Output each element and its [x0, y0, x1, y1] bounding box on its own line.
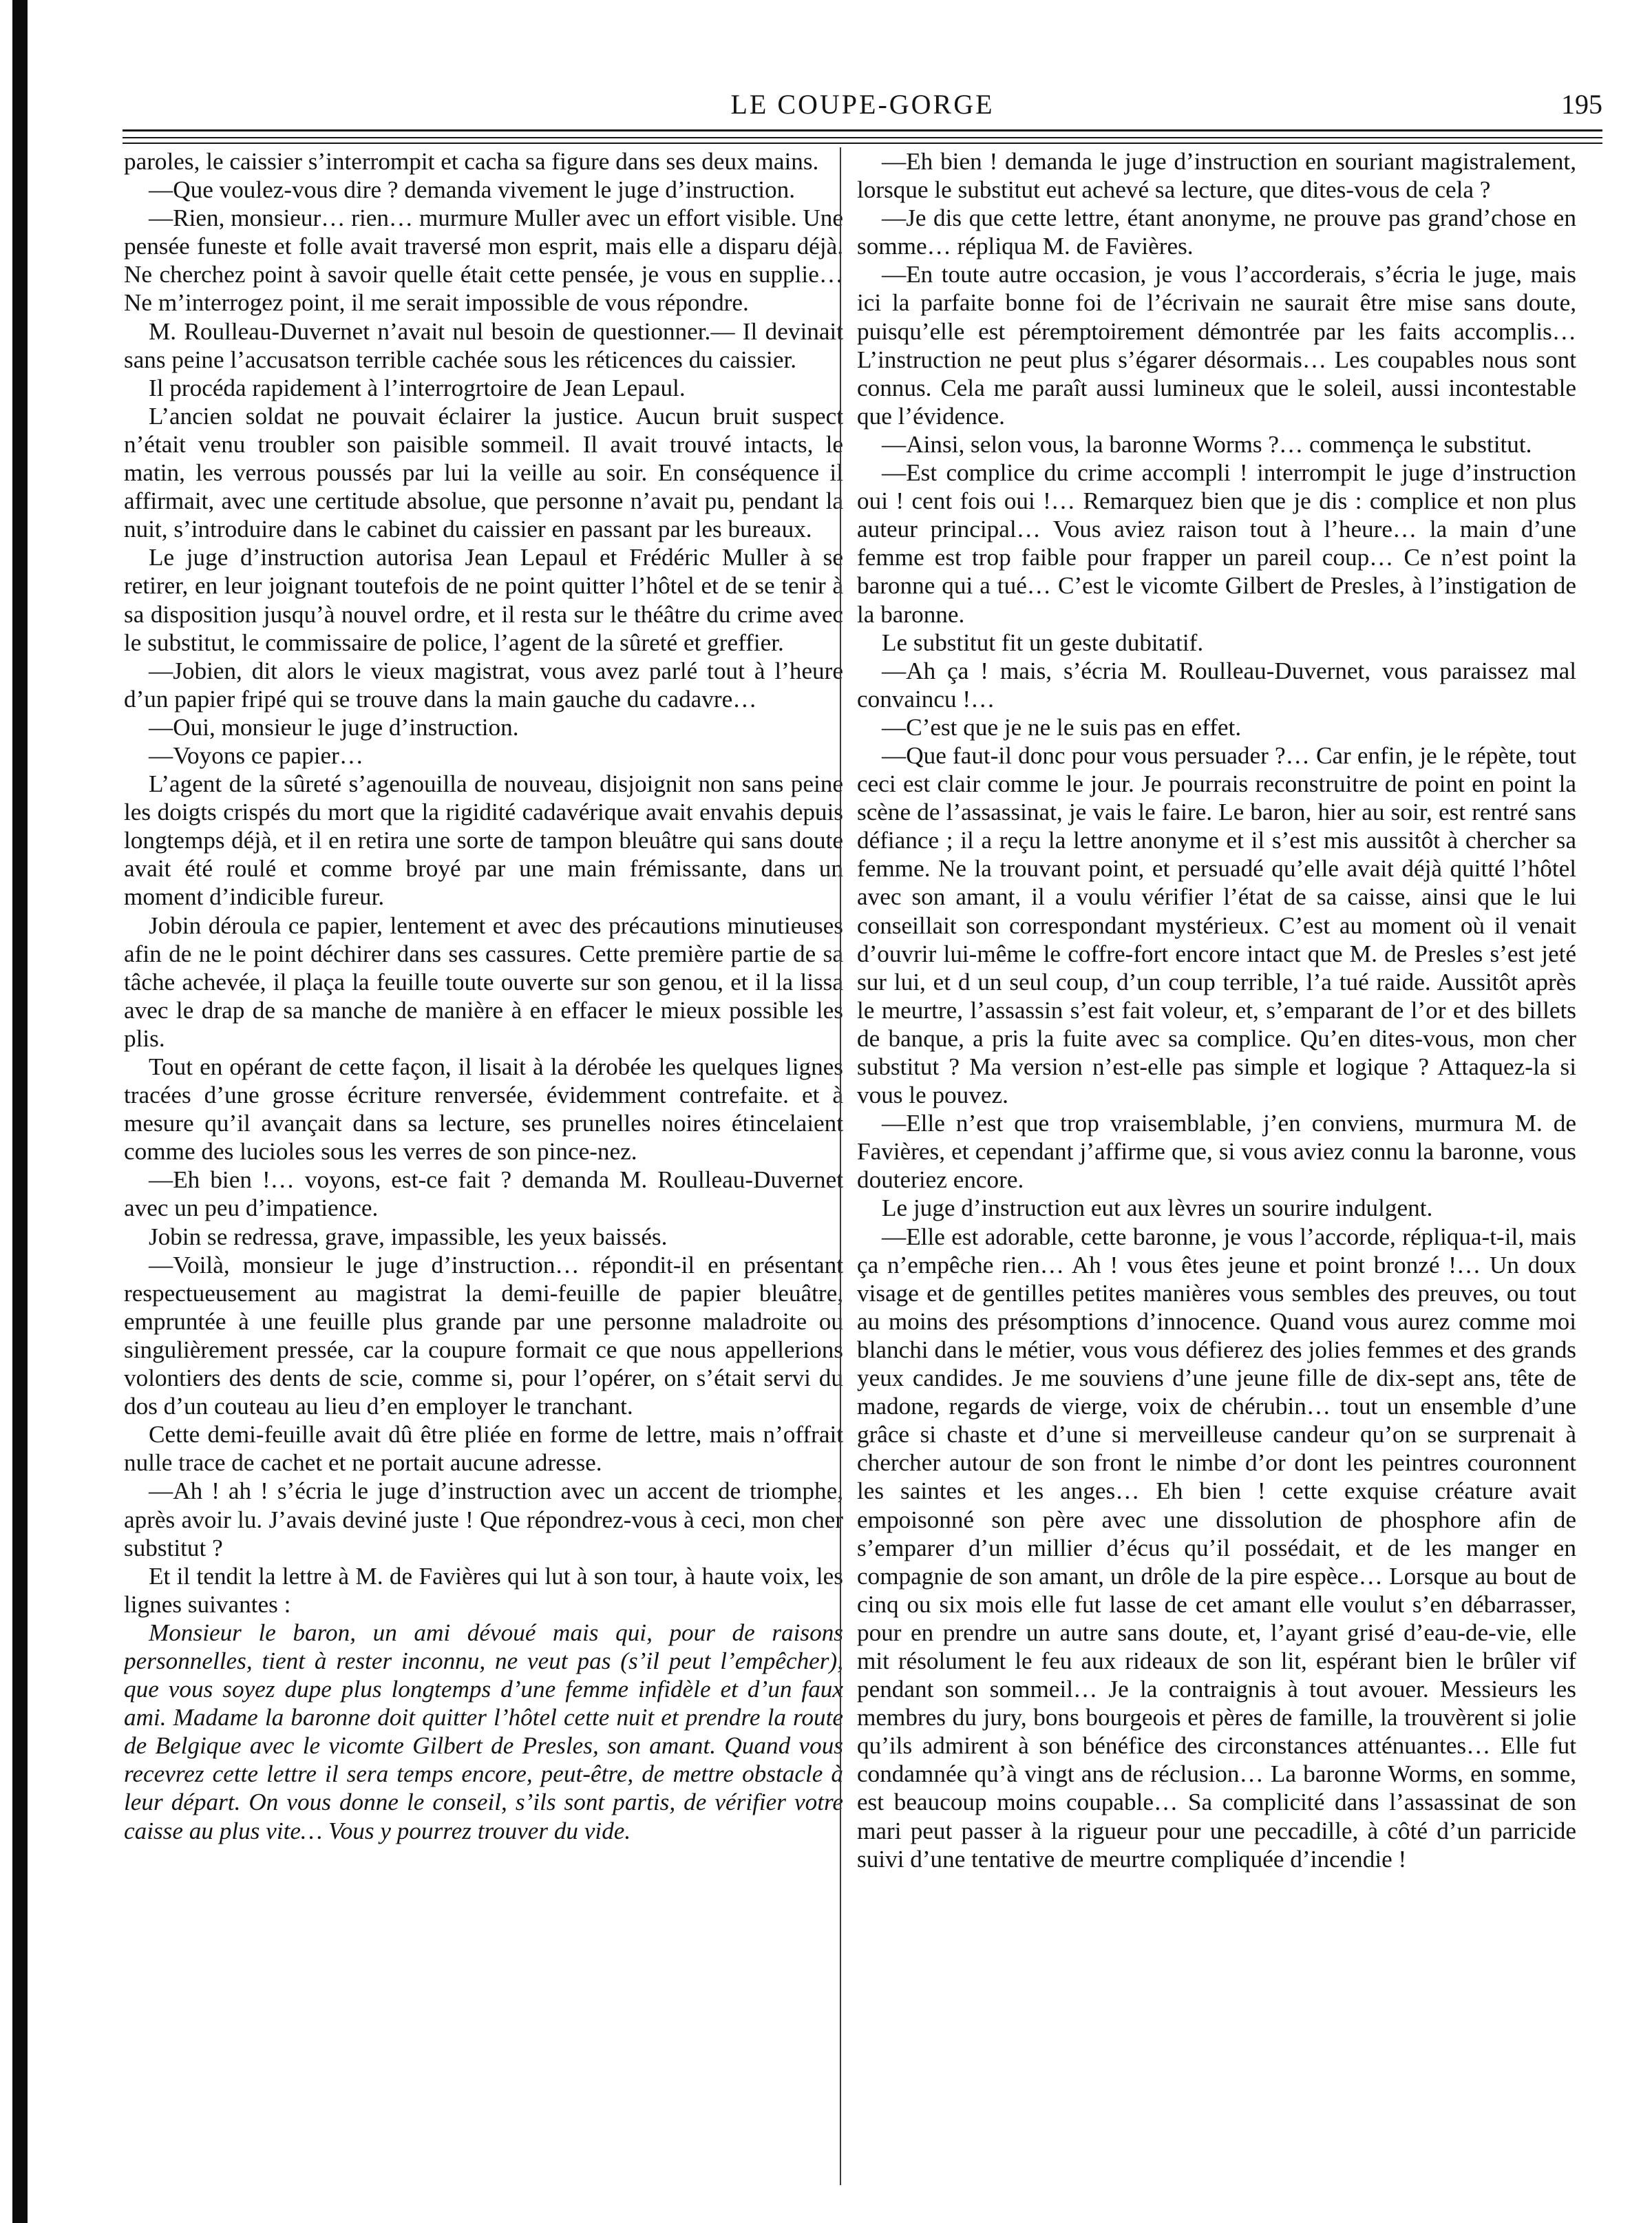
paragraph: —Eh bien !… voyons, est-ce fait ? demanda M. Roulleau-Duvernet avec un peu d’impatience.: [124, 1166, 843, 1222]
paragraph: Tout en opérant de cette façon, il lisait à la dérobée les quelques lignes tracées d’une grosse écriture renversée, évidemment contrefaite. et à mesure qu’il avançait dans sa lecture, ses prunelles noires étincelaient comme des lucioles sous les verres de son pince-nez.: [124, 1053, 843, 1166]
binding-edge: [12, 0, 28, 2223]
paragraph: Cette demi-feuille avait dû être pliée en forme de lettre, mais n’offrait nulle trace de cachet et ne portait aucune adresse.: [124, 1421, 843, 1477]
header-rule-double: [123, 137, 1602, 138]
paragraph: —Que faut-il donc pour vous persuader ?… Car enfin, je le répète, tout ceci est clair comme le jour. Je pourrais reconstruitre de point en point la scène de l’assassinat, je vais le faire. Le baron, hier au soir, est rentré sans défiance ; il a reçu la lettre anonyme et il s’est mis aussitôt à chercher sa femme. Ne la trouvant point, et persuadé qu’elle avait déjà quitté l’hôtel avec son amant, il a voulu vérifier l’état de sa caisse, ainsi que le lui conseillait son correspondant mystérieux. C’est au moment où il venait d’ouvrir lui-même le coffre-fort encore intact que M. de Presles s’est jeté sur lui, et d un seul coup, d’un coup terrible, l’a tué raide. Aussitôt après le meurtre, l’assassin s’est fait voleur, et, s’emparant de l’or et des billets de banque, a pris la fuite avec sa complice. Qu’en dites-vous, mon cher substitut ? Ma version n’est-elle pas simple et logique ? Attaquez-la si vous le pouvez.: [857, 741, 1576, 1109]
paragraph: M. Roulleau-Duvernet n’avait nul besoin de questionner.— Il devinait sans peine l’accusatson terrible cachée sous les réticences du caissier.: [124, 317, 843, 373]
paragraph: —Que voulez-vous dire ? demanda vivement le juge d’instruction.: [149, 176, 796, 204]
paragraph: Et il tendit la lettre à M. de Favières qui lut à son tour, à haute voix, les lignes suivantes :: [124, 1562, 843, 1618]
right-column: [857, 147, 1576, 2199]
paragraph: —Je dis que cette lettre, étant anonyme, ne prouve pas grand’chose en somme… répliqua M. de Favières.: [857, 204, 1576, 260]
paragraph: Le juge d’instruction autorisa Jean Lepaul et Frédéric Muller à se retirer, en leur joignant toutefois de ne point quitter l’hôtel et de se tenir à sa disposition jusqu’à nouvel ordre, et il resta sur le théâtre du crime avec le substitut, le commissaire de police, l’agent de la sûreté et greffier.: [124, 544, 843, 656]
paragraph: L’agent de la sûreté s’agenouilla de nouveau, disjoignit non sans peine les doigts crispés du mort que la rigidité cadavérique avait envahis depuis longtemps déjà, et il en retira une sorte de tampon bleuâtre qui sans doute avait été roulé et comme broyé par une main frémissante, dans un moment d’indicible fureur.: [124, 770, 843, 911]
paragraph: Jobin se redressa, grave, impassible, les yeux baissés.: [149, 1223, 668, 1250]
paragraph: paroles, le caissier s’interrompit et cacha sa figure dans ses deux mains.: [124, 148, 819, 175]
paragraph: Le substitut fit un geste dubitatif.: [882, 629, 1204, 656]
paragraph: —Est complice du crime accompli ! interrompit le juge d’instruction oui ! cent fois oui !… Remarquez bien que je dis : complice et non plus auteur principal… Vous aviez raison tout à l’heure… la main d’une femme est trop faible pour frapper un pareil coup… Ce n’est point la baronne qui a tué… C’est le vicomte Gilbert de Presles, à l’instigation de la baronne.: [857, 459, 1576, 628]
paragraph: Jobin déroula ce papier, lentement et avec des précautions minutieuses afin de ne le point déchirer dans ses cassures. Cette première partie de sa tâche achevée, il plaça la feuille toute ouverte sur son genou, et il la lissa avec le drap de sa manche de manière à en effacer le mieux possible les plis.: [124, 912, 843, 1052]
page-number: 195: [1561, 89, 1602, 120]
paragraph: —Ainsi, selon vous, la baronne Worms ?… commença le substitut.: [882, 430, 1532, 458]
paragraph: —Eh bien ! demanda le juge d’instruction en souriant magistralement, lorsque le substitut eut achevé sa lecture, que dites-vous de cela ?: [857, 148, 1576, 204]
paragraph: —Rien, monsieur… rien… murmure Muller avec un effort visible. Une pensée funeste et folle avait traversé mon esprit, mais elle a disparu déjà. Ne cherchez point à savoir quelle était cette pensée, je vous en supplie… Ne m’interrogez point, il me serait impossible de vous répondre.: [124, 204, 843, 317]
paragraph: —Elle n’est que trop vraisemblable, j’en conviens, murmura M. de Favières, et cependant j’affirme que, si vous aviez connu la baronne, vous douteriez encore.: [857, 1110, 1576, 1194]
paragraph: L’ancien soldat ne pouvait éclairer la justice. Aucun bruit suspect n’était venu troubler son paisible sommeil. Il avait trouvé intacts, le matin, les verrous poussés par lui la veille au soir. En conséquence il affirmait, avec une certitude absolue, que personne n’avait pu, pendant la nuit, s’introduire dans le cabinet du caissier en passant par les bureaux.: [124, 402, 843, 543]
paragraph: —Ah ! ah ! s’écria le juge d’instruction avec un accent de triomphe, après avoir lu. J’avais deviné juste ! Que répondrez-vous à ceci, mon cher substitut ?: [124, 1477, 843, 1561]
header-rule-triple: [123, 143, 1602, 144]
left-column: [124, 147, 843, 2199]
column-divider: [840, 147, 841, 2185]
paragraph: —Jobien, dit alors le vieux magistrat, vous avez parlé tout à l’heure d’un papier fripé qui se trouve dans la main gauche du cadavre…: [124, 657, 843, 713]
running-title: LE COUPE-GORGE: [730, 89, 995, 120]
paragraph: Le juge d’instruction eut aux lèvres un sourire indulgent.: [882, 1194, 1433, 1222]
paragraph: —Voyons ce papier…: [149, 741, 364, 769]
paragraph: Il procéda rapidement à l’interrogrtoire de Jean Lepaul.: [149, 374, 686, 401]
header-rule: [123, 129, 1602, 131]
anonymous-letter: Monsieur le baron, un ami dévoué mais qui, pour de raisons personnelles, tient à rester inconnu, ne veut pas (s’il peut l’empêcher), que vous soyez dupe plus longtemps d’une femme infidèle et d’un faux ami. Madame la baronne doit quitter l’hôtel cette nuit et prendre la route de Belgique avec le vicomte Gilbert de Presles, son amant. Quand vous recevrez cette lettre il sera temps encore, peut-être, de mettre obstacle à leur départ. On vous donne le conseil, s’ils sont partis, de vérifier votre caisse au plus vite… Vous y pourrez trouver du vide.: [124, 1619, 843, 1844]
paragraph: —C’est que je ne le suis pas en effet.: [882, 713, 1242, 741]
paragraph: —En toute autre occasion, je vous l’accorderais, s’écria le juge, mais ici la parfaite bonne foi de l’écrivain ne saurait être mise sans doute, puisqu’elle est péremptoirement démontrée par les faits accomplis… L’instruction ne peut plus s’égarer désormais… Les coupables nous sont connus. Cela me paraît aussi lumineux que le soleil, aussi incontestable que l’évidence.: [857, 261, 1576, 430]
paragraph: —Ah ça ! mais, s’écria M. Roulleau-Duvernet, vous paraissez mal convaincu !…: [857, 657, 1576, 713]
page-header: [123, 88, 1602, 129]
paragraph: —Elle est adorable, cette baronne, je vous l’accorde, répliqua-t-il, mais ça n’empêche rien… Ah ! vous êtes jeune et point bronzé !… Un doux visage et de gentilles petites manières vous sembles des preuves, ou tout au moins des présomptions d’innocence. Quand vous aurez comme moi blanchi dans le métier, vous vous défierez des jolies femmes et des grands yeux candides. Je me souviens d’une jeune fille de dix-sept ans, tête de madone, regards de vierge, voix de chérubin… tout un ensemble d’une grâce si chaste et d’une si merveilleuse candeur qu’on se surprenait à chercher autour de son front le nimbe d’or dont les peintres couronnent les saintes et les anges… Eh bien ! cette exquise créature avait empoisonné son père avec une dissolution de phosphore afin de s’emparer d’un millier d’écus qu’il possédait, et de les manger en compagnie de son amant, un drôle de la pire espèce… Lorsque au bout de cinq ou six mois elle fut lasse de cet amant elle voulut s’en débarrasser, pour en prendre un autre sans doute, et, l’ayant grisé d’eau-de-vie, elle mit résolument le feu aux rideaux de son lit, espérant bien le brûler vif pendant son sommeil… Je la contraignis à tout avouer. Messieurs les membres du jury, bons bourgeois et pères de famille, la trouvèrent si jolie qu’ils admirent à son bénéfice des circonstances atténuantes… Elle fut condamnée qu’à vingt ans de réclusion… La baronne Worms, en somme, est beaucoup moins coupable… Sa complicité dans l’assassinat de son mari peut passer à la rigueur pour une peccadille, à côté d’un parricide suivi d’une tentative de meurtre compliquée d’incendie !: [857, 1223, 1576, 1873]
paragraph: —Voilà, monsieur le juge d’instruction… répondit-il en présentant respectueusement au magistrat la demi-feuille de papier bleuâtre, empruntée à une feuille plus grande par une personne maladroite ou singulièrement pressée, car la coupure formait ce que nous appellerions volontiers des dents de scie, comme si, pour l’opérer, on s’était servi du dos d’un couteau au lieu d’en employer le tranchant.: [124, 1251, 843, 1420]
paragraph: —Oui, monsieur le juge d’instruction.: [149, 713, 519, 741]
